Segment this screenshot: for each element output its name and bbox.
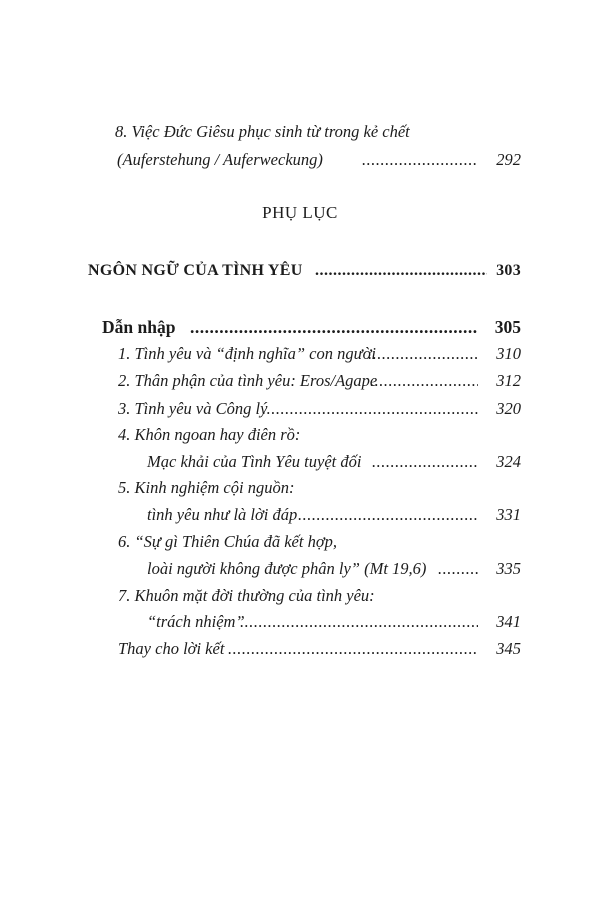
toc-entry-chapter-8-line1 [0, 118, 600, 146]
page-number: 324 [496, 452, 521, 471]
dot-leader [362, 146, 478, 174]
page-number: 305 [494, 317, 521, 337]
toc-entry-text: tình yêu như là lời đáp [147, 505, 298, 524]
toc-entry-4[interactable] [0, 448, 600, 476]
dot-leader [368, 340, 478, 368]
toc-entry-text: NGÔN NGỮ CỦA TÌNH YÊU [88, 262, 303, 279]
page-number: 310 [496, 344, 521, 363]
page-number: 320 [496, 399, 521, 418]
page-number: 303 [496, 262, 521, 279]
toc-entry-text: Thay cho lời kết [118, 639, 225, 658]
toc-entry-text: 1. Tình yêu và “định nghĩa” con người [118, 344, 376, 363]
toc-entry-intro[interactable] [0, 313, 600, 341]
toc-entry-1[interactable] [0, 340, 600, 368]
toc-entry-text: 7. Khuôn mặt đời thường của tình yêu: [118, 586, 375, 605]
page-number: 312 [496, 371, 521, 390]
dot-leader [370, 367, 478, 395]
toc-entry-chapter-8[interactable] [0, 146, 600, 174]
toc-entry-conclusion[interactable] [0, 635, 600, 663]
toc-entry-text: 2. Thân phận của tình yêu: Eros/Agape [118, 371, 378, 390]
toc-entry-3[interactable] [0, 395, 600, 423]
toc-entry-text: 6. “Sự gì Thiên Chúa đã kết hợp, [118, 532, 338, 551]
toc-entry-7[interactable] [0, 608, 600, 636]
dot-leader [228, 635, 478, 663]
toc-entry-main[interactable] [0, 257, 600, 285]
toc-entry-6-line1 [0, 528, 600, 556]
dot-leader [438, 555, 478, 583]
toc-entry-5[interactable] [0, 501, 600, 529]
dot-leader [372, 448, 478, 476]
dot-leader [240, 608, 478, 636]
toc-entry-text: (Auferstehung / Auferweckung) [117, 150, 323, 169]
page-number: 345 [496, 639, 521, 658]
toc-entry-6[interactable] [0, 555, 600, 583]
page-number: 292 [496, 150, 521, 169]
page-number: 341 [496, 612, 521, 631]
toc-entry-7-line1 [0, 582, 600, 610]
toc-entry-4-line1 [0, 421, 600, 449]
toc-entry-text: loài người không được phân ly” (Mt 19,6) [147, 559, 427, 578]
dot-leader [262, 395, 478, 423]
dot-leader [315, 257, 487, 285]
toc-entry-2[interactable] [0, 367, 600, 395]
dot-leader [298, 501, 478, 529]
dot-leader [190, 313, 478, 341]
toc-entry-text: 4. Khôn ngoan hay điên rồ: [118, 425, 301, 444]
toc-entry-text: 8. Việc Đức Giêsu phục sinh từ trong kẻ chết [115, 122, 410, 141]
toc-entry-text: 5. Kinh nghiệm cội nguồn: [118, 478, 295, 497]
page-number: 335 [496, 559, 521, 578]
page-number: 331 [496, 505, 521, 524]
toc-entry-text: Mạc khải của Tình Yêu tuyệt đối [147, 452, 362, 471]
toc-entry-text: Dẫn nhập [102, 317, 176, 337]
toc-entry-text: “trách nhiệm” [147, 612, 245, 631]
toc-entry-5-line1 [0, 474, 600, 502]
toc-entry-text: 3. Tình yêu và Công lý [118, 399, 268, 418]
appendix-heading: PHỤ LỤC [262, 203, 338, 222]
